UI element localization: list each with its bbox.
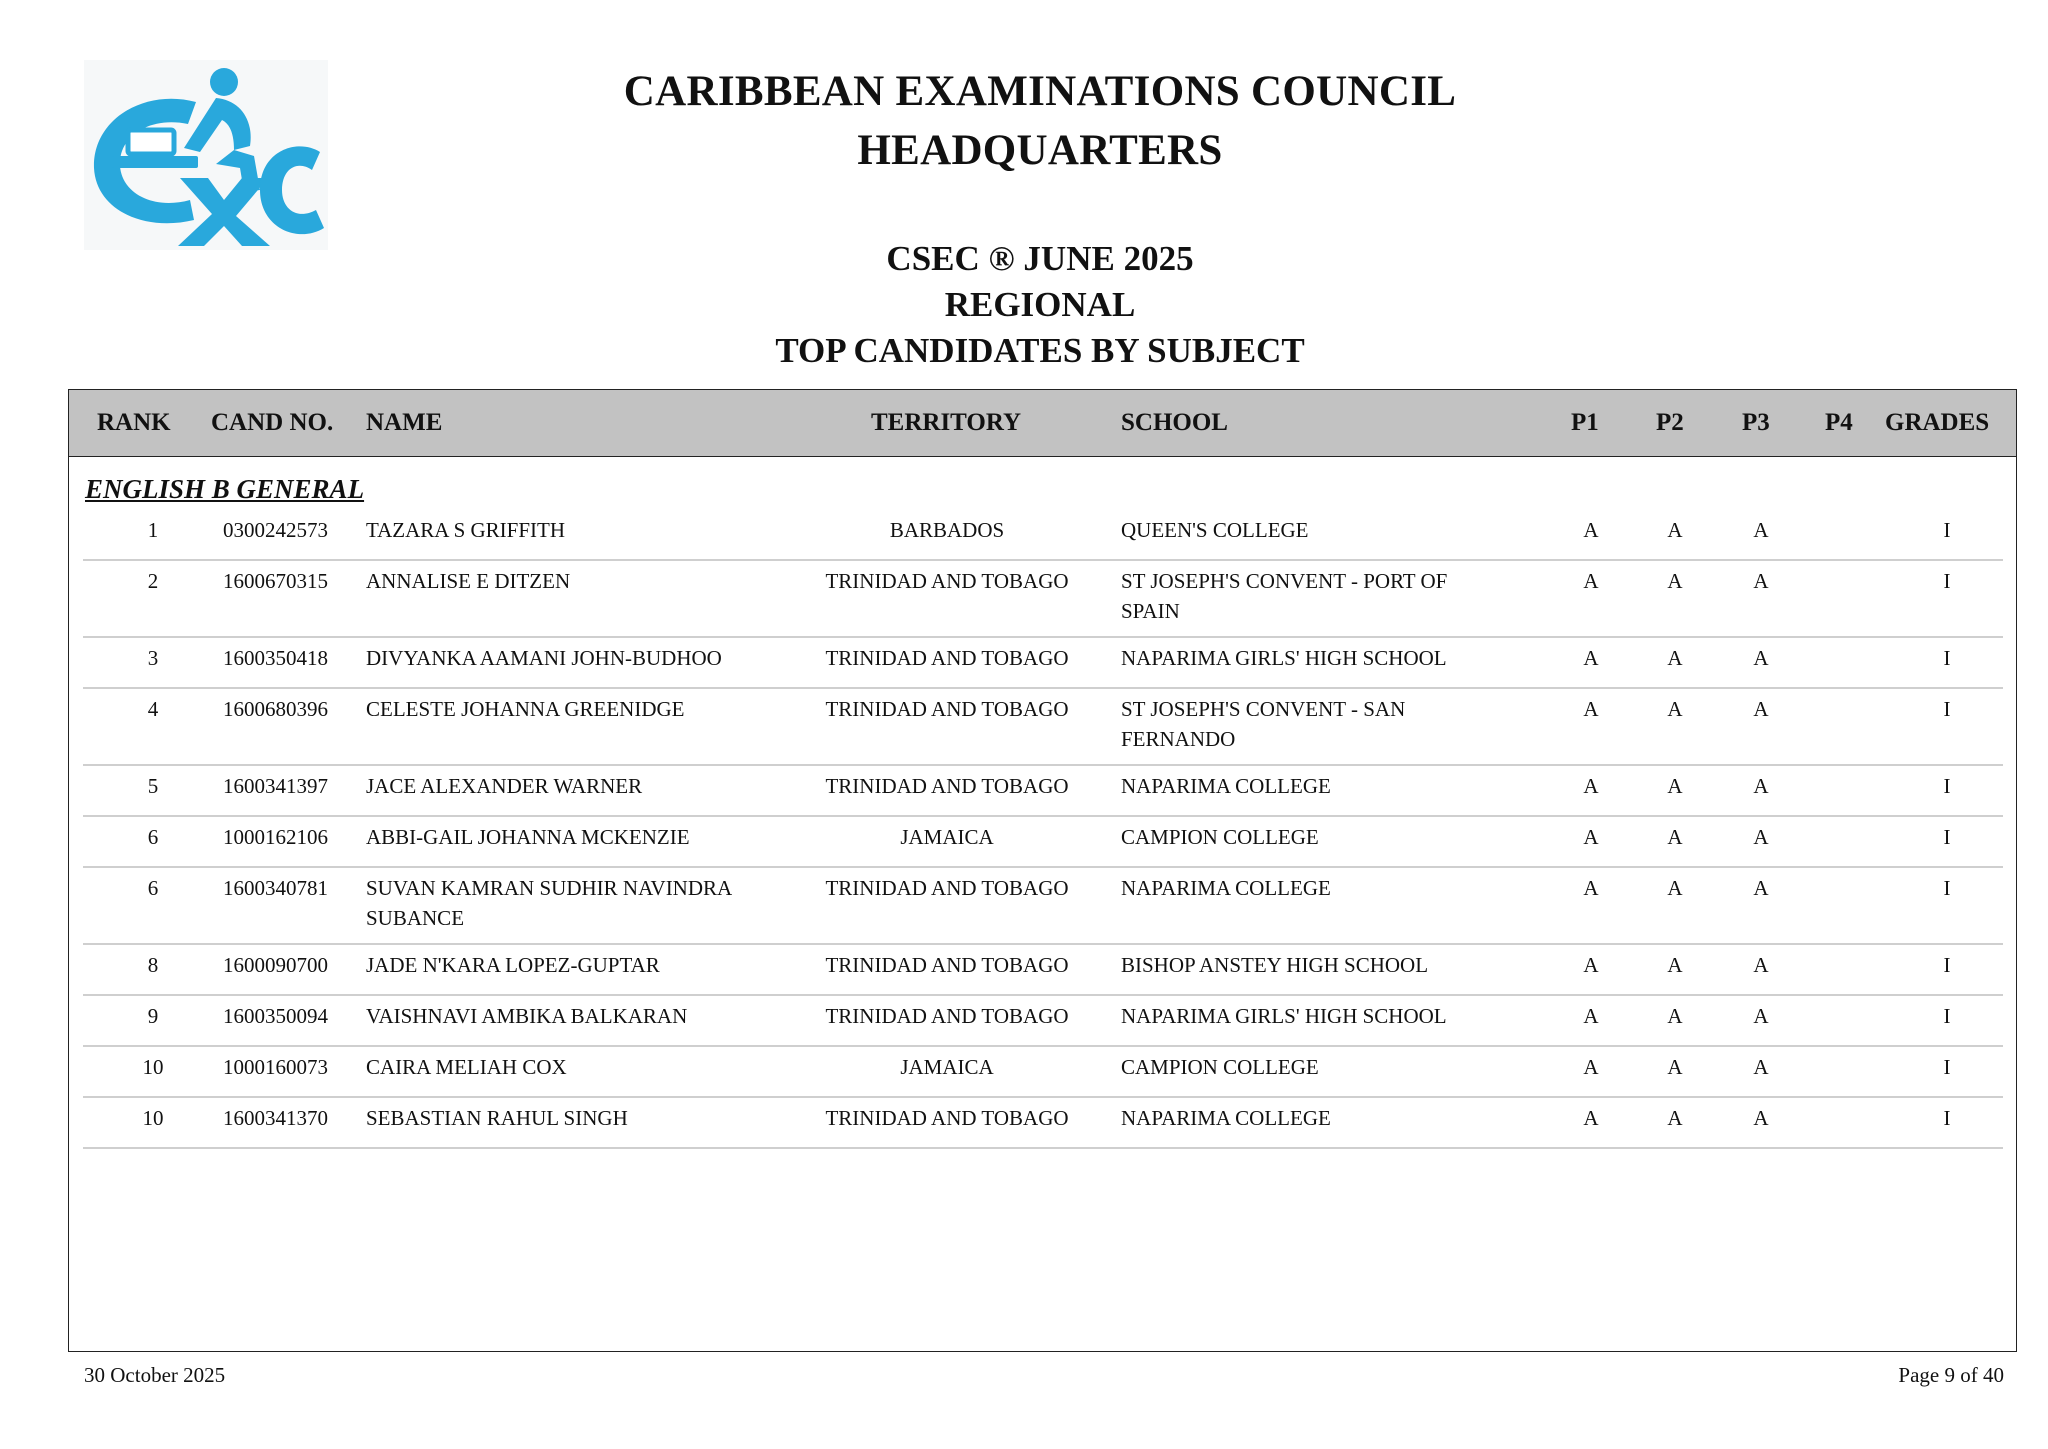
row-school: ST JOSEPH'S CONVENT - PORT OF SPAIN: [1121, 569, 1448, 623]
row-name: VAISHNAVI AMBIKA BALKARAN: [366, 1004, 688, 1028]
table-row: [83, 866, 2003, 945]
row-p3: A: [1753, 774, 1769, 798]
subject-heading: ENGLISH B GENERAL: [85, 474, 365, 504]
row-p3: A: [1753, 569, 1769, 593]
row-territory: TRINIDAD AND TOBAGO: [825, 1004, 1069, 1028]
row-school: CAMPION COLLEGE: [1121, 825, 1319, 849]
col-header-grades: GRADES: [1885, 409, 1990, 436]
exam-session: CSEC ® JUNE 2025: [886, 239, 1194, 278]
row-school: ST JOSEPH'S CONVENT - SAN FERNANDO: [1121, 697, 1406, 751]
row-rank: 2: [147, 569, 159, 593]
row-name: JACE ALEXANDER WARNER: [366, 774, 643, 798]
col-header-rank: RANK: [97, 409, 171, 436]
cxc-logo: [84, 47, 328, 250]
row-grade: I: [1943, 825, 1951, 849]
row-p3: A: [1753, 646, 1769, 670]
row-cand-no: 1600340781: [223, 876, 328, 900]
row-p1: A: [1583, 774, 1599, 798]
row-cand-no: 1600350418: [223, 646, 328, 670]
col-header-name: NAME: [366, 409, 443, 436]
row-school: NAPARIMA COLLEGE: [1121, 876, 1331, 900]
col-header-p3: P3: [1742, 409, 1770, 436]
row-p2: A: [1667, 697, 1683, 721]
row-rank: 4: [147, 697, 159, 721]
row-p2: A: [1667, 518, 1683, 542]
table-row: [83, 559, 2003, 638]
report-date: 30 October 2025: [84, 1363, 226, 1387]
col-header-territory: TERRITORY: [871, 409, 1022, 436]
row-name: ABBI-GAIL JOHANNA MCKENZIE: [366, 825, 690, 849]
row-grade: I: [1943, 1106, 1951, 1130]
row-rank: 1: [147, 518, 159, 542]
row-name: CELESTE JOHANNA GREENIDGE: [366, 697, 685, 721]
row-territory: TRINIDAD AND TOBAGO: [825, 646, 1069, 670]
col-header-p4: P4: [1825, 409, 1853, 436]
row-grade: I: [1943, 953, 1951, 977]
row-p3: A: [1753, 825, 1769, 849]
row-p2: A: [1667, 876, 1683, 900]
row-territory: TRINIDAD AND TOBAGO: [825, 1106, 1069, 1130]
row-p2: A: [1667, 825, 1683, 849]
row-p2: A: [1667, 569, 1683, 593]
exam-title: [300, 236, 1780, 374]
row-territory: TRINIDAD AND TOBAGO: [825, 774, 1069, 798]
row-p2: A: [1667, 1055, 1683, 1079]
table-row: [83, 687, 2003, 766]
row-grade: I: [1943, 646, 1951, 670]
row-p1: A: [1583, 646, 1599, 670]
row-school: CAMPION COLLEGE: [1121, 1055, 1319, 1079]
row-p1: A: [1583, 1055, 1599, 1079]
row-rank: 8: [147, 953, 159, 977]
row-territory: JAMAICA: [900, 1055, 994, 1079]
cxc-logo-text: CXC: [84, 47, 117, 64]
row-p1: A: [1583, 825, 1599, 849]
table-row: [83, 1096, 2003, 1149]
row-p1: A: [1583, 876, 1599, 900]
row-school: BISHOP ANSTEY HIGH SCHOOL: [1121, 953, 1429, 977]
row-p1: A: [1583, 518, 1599, 542]
row-territory: JAMAICA: [900, 825, 994, 849]
row-name: SUVAN KAMRAN SUDHIR NAVINDRA SUBANCE: [366, 876, 732, 930]
cxc-logo-graphic: [84, 47, 328, 250]
row-rank: 6: [147, 825, 159, 849]
row-grade: I: [1943, 518, 1951, 542]
row-rank: 5: [147, 774, 159, 798]
row-school: NAPARIMA COLLEGE: [1121, 774, 1331, 798]
organization-name: CARIBBEAN EXAMINATIONS COUNCIL: [623, 68, 1457, 115]
row-school: NAPARIMA GIRLS' HIGH SCHOOL: [1121, 1004, 1447, 1028]
table-row: [83, 943, 2003, 996]
row-p2: A: [1667, 953, 1683, 977]
row-name: CAIRA MELIAH COX: [366, 1055, 567, 1079]
row-cand-no: 1600670315: [223, 569, 328, 593]
row-p1: A: [1583, 1106, 1599, 1130]
row-territory: TRINIDAD AND TOBAGO: [825, 876, 1069, 900]
row-cand-no: 1000160073: [223, 1055, 328, 1079]
table-row: [83, 994, 2003, 1047]
row-p3: A: [1753, 1055, 1769, 1079]
row-grade: I: [1943, 876, 1951, 900]
row-grade: I: [1943, 569, 1951, 593]
row-territory: TRINIDAD AND TOBAGO: [825, 953, 1069, 977]
row-grade: I: [1943, 1004, 1951, 1028]
row-school: QUEEN'S COLLEGE: [1121, 518, 1309, 542]
row-rank: 10: [142, 1106, 164, 1130]
row-rank: 6: [147, 876, 159, 900]
row-name: DIVYANKA AAMANI JOHN-BUDHOO: [366, 646, 722, 670]
row-name: ANNALISE E DITZEN: [366, 569, 571, 593]
row-p1: A: [1583, 1004, 1599, 1028]
exam-scope: REGIONAL: [944, 285, 1136, 324]
row-cand-no: 1600341370: [223, 1106, 328, 1130]
row-name: TAZARA S GRIFFITH: [366, 518, 566, 542]
row-p2: A: [1667, 1106, 1683, 1130]
page-number: Page 9 of 40: [1898, 1363, 2004, 1387]
row-rank: 10: [142, 1055, 164, 1079]
row-rank: 9: [147, 1004, 159, 1028]
row-grade: I: [1943, 774, 1951, 798]
row-grade: I: [1943, 1055, 1951, 1079]
row-territory: TRINIDAD AND TOBAGO: [825, 697, 1069, 721]
row-rank: 3: [147, 646, 159, 670]
row-p1: A: [1583, 697, 1599, 721]
table-row: [83, 508, 2003, 561]
row-p2: A: [1667, 774, 1683, 798]
organization-location: HEADQUARTERS: [857, 127, 1223, 174]
row-p3: A: [1753, 876, 1769, 900]
row-p2: A: [1667, 1004, 1683, 1028]
row-school: NAPARIMA COLLEGE: [1121, 1106, 1331, 1130]
row-school: NAPARIMA GIRLS' HIGH SCHOOL: [1121, 646, 1447, 670]
row-cand-no: 1600090700: [223, 953, 328, 977]
row-p3: A: [1753, 1106, 1769, 1130]
row-p2: A: [1667, 646, 1683, 670]
row-grade: I: [1943, 697, 1951, 721]
row-cand-no: 1600680396: [223, 697, 328, 721]
row-p3: A: [1753, 697, 1769, 721]
row-p1: A: [1583, 569, 1599, 593]
row-p3: A: [1753, 953, 1769, 977]
col-header-p2: P2: [1656, 409, 1684, 436]
row-cand-no: 1000162106: [223, 825, 328, 849]
row-p3: A: [1753, 1004, 1769, 1028]
organization-title: [300, 62, 1780, 180]
table-row: [83, 764, 2003, 817]
table-header: [69, 390, 2016, 457]
col-header-cand-no: CAND NO.: [211, 409, 334, 436]
row-p1: A: [1583, 953, 1599, 977]
report-title: TOP CANDIDATES BY SUBJECT: [775, 331, 1305, 370]
table-row: [83, 636, 2003, 689]
table-row: [83, 815, 2003, 868]
table-row: [83, 1045, 2003, 1098]
row-territory: BARBADOS: [889, 518, 1005, 542]
row-name: SEBASTIAN RAHUL SINGH: [366, 1106, 628, 1130]
row-name: JADE N'KARA LOPEZ-GUPTAR: [366, 953, 660, 977]
results-table: [68, 389, 2017, 1352]
col-header-p1: P1: [1571, 409, 1599, 436]
col-header-school: SCHOOL: [1121, 409, 1228, 436]
row-cand-no: 0300242573: [223, 518, 328, 542]
row-cand-no: 1600341397: [223, 774, 328, 798]
row-territory: TRINIDAD AND TOBAGO: [825, 569, 1069, 593]
row-p3: A: [1753, 518, 1769, 542]
row-cand-no: 1600350094: [223, 1004, 328, 1028]
